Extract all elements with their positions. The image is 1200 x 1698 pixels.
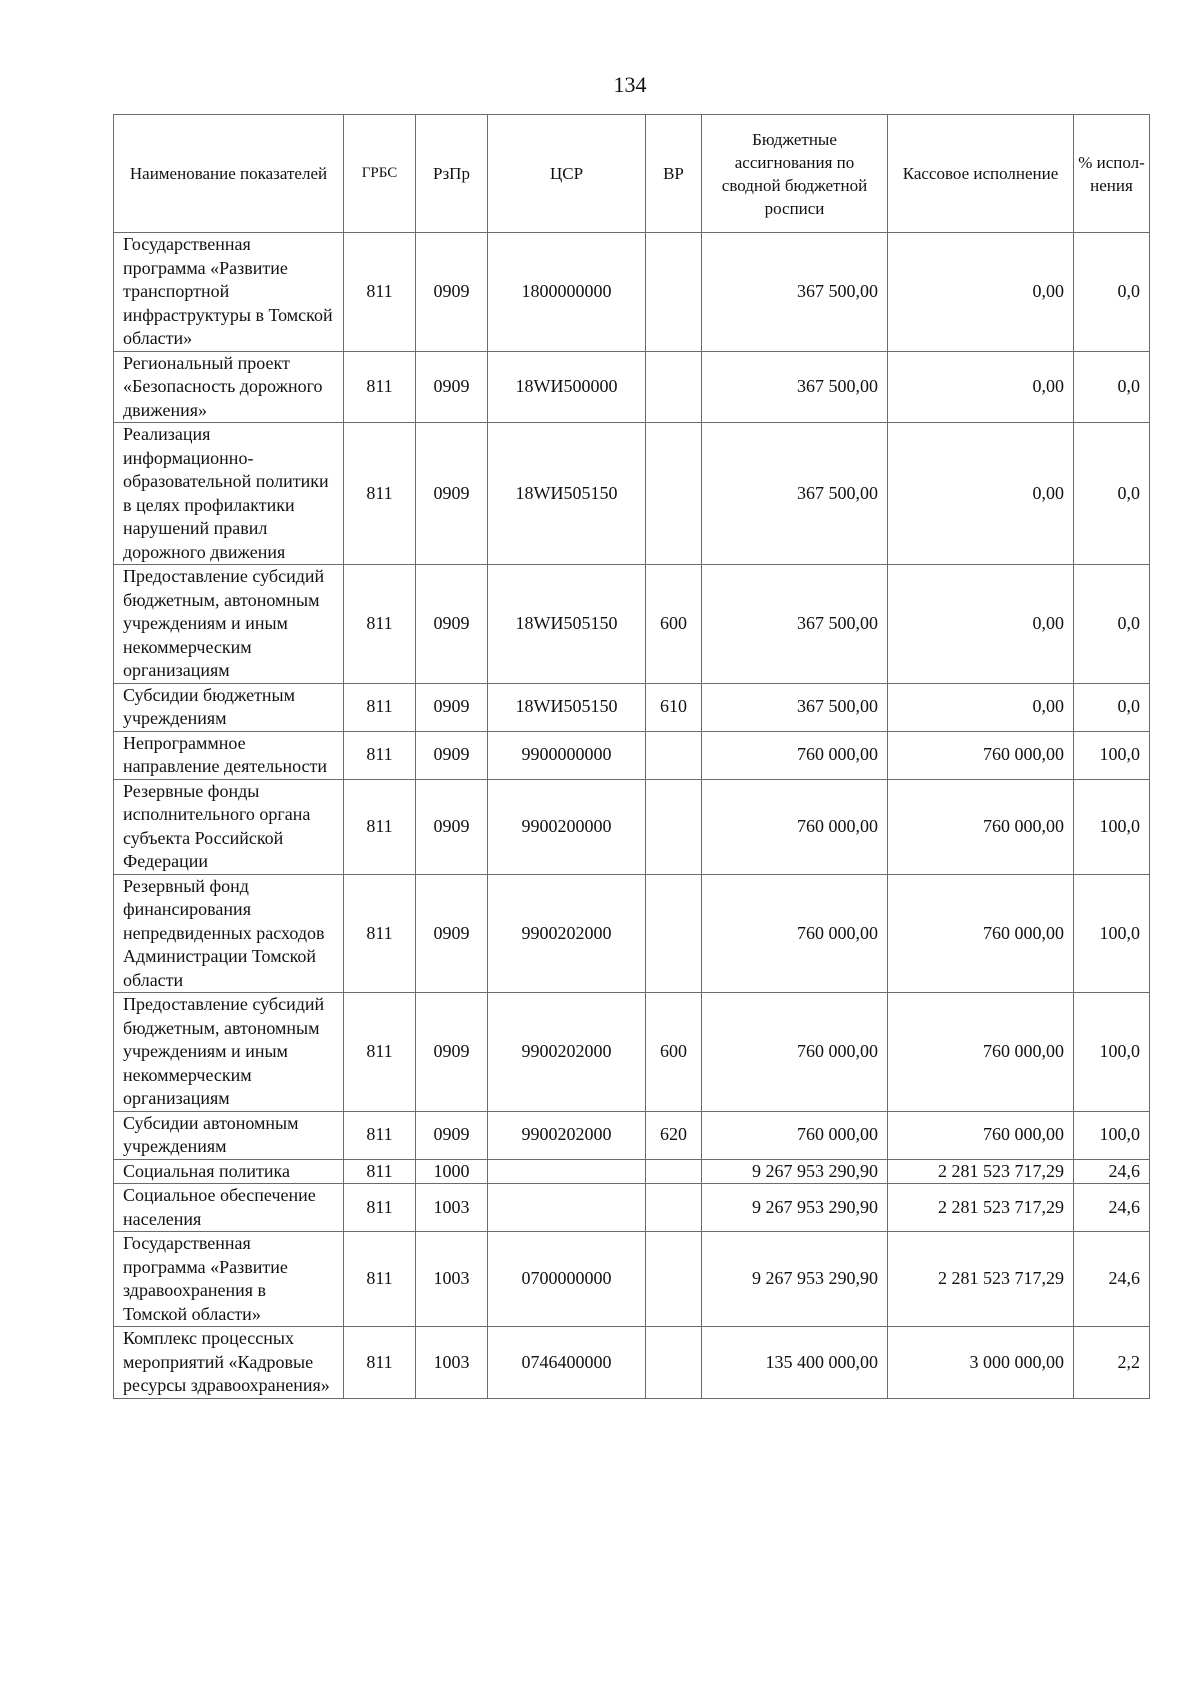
cell-cash: 0,00 — [888, 683, 1074, 731]
cell-name: Комплекс процессных мероприятий «Кадровые ресурсы здравоохранения» — [114, 1327, 344, 1399]
cell-cash: 0,00 — [888, 351, 1074, 423]
cell-name: Предоставление субсидий бюджетным, автономным учреждениям и иным некоммерческим организациям — [114, 993, 344, 1112]
cell-rzpr: 0909 — [416, 351, 488, 423]
cell-pct: 100,0 — [1074, 874, 1150, 993]
cell-vr — [646, 1232, 702, 1327]
cell-vr: 600 — [646, 993, 702, 1112]
table-row — [114, 423, 1150, 565]
cell-csr: 9900202000 — [488, 993, 646, 1112]
cell-vr — [646, 1184, 702, 1232]
table-row — [114, 1184, 1150, 1232]
budget-execution-table — [113, 114, 1150, 1399]
cell-vr — [646, 233, 702, 352]
table-header-row — [114, 115, 1150, 233]
cell-pct: 0,0 — [1074, 565, 1150, 684]
cell-pct: 0,0 — [1074, 423, 1150, 565]
table-row — [114, 1327, 1150, 1399]
cell-cash: 3 000 000,00 — [888, 1327, 1074, 1399]
cell-budget: 367 500,00 — [702, 351, 888, 423]
cell-pct: 0,0 — [1074, 351, 1150, 423]
header-name: Наименование показателей — [114, 115, 344, 233]
cell-pct: 100,0 — [1074, 993, 1150, 1112]
cell-rzpr: 1000 — [416, 1159, 488, 1184]
cell-cash: 2 281 523 717,29 — [888, 1159, 1074, 1184]
table-row — [114, 731, 1150, 779]
cell-grbs: 811 — [344, 1232, 416, 1327]
header-budget: Бюджетные ассигнования по сводной бюджетной росписи — [702, 115, 888, 233]
cell-cash: 0,00 — [888, 565, 1074, 684]
cell-csr: 18WИ505150 — [488, 423, 646, 565]
cell-grbs: 811 — [344, 874, 416, 993]
cell-budget: 760 000,00 — [702, 731, 888, 779]
cell-cash: 760 000,00 — [888, 1111, 1074, 1159]
cell-pct: 24,6 — [1074, 1159, 1150, 1184]
table-row — [114, 993, 1150, 1112]
header-grbs: ГРБС — [344, 115, 416, 233]
cell-cash: 760 000,00 — [888, 731, 1074, 779]
cell-csr: 18WИ505150 — [488, 565, 646, 684]
table-row — [114, 779, 1150, 874]
cell-csr: 0700000000 — [488, 1232, 646, 1327]
cell-name: Социальная политика — [114, 1159, 344, 1184]
cell-rzpr: 0909 — [416, 565, 488, 684]
table-row — [114, 874, 1150, 993]
cell-grbs: 811 — [344, 233, 416, 352]
cell-cash: 0,00 — [888, 233, 1074, 352]
cell-grbs: 811 — [344, 1159, 416, 1184]
cell-pct: 0,0 — [1074, 233, 1150, 352]
cell-vr — [646, 1159, 702, 1184]
header-rzpr: РзПр — [416, 115, 488, 233]
cell-rzpr: 0909 — [416, 731, 488, 779]
table-row — [114, 233, 1150, 352]
cell-vr — [646, 423, 702, 565]
cell-pct: 0,0 — [1074, 683, 1150, 731]
cell-pct: 100,0 — [1074, 779, 1150, 874]
header-cash: Кассовое исполнение — [888, 115, 1074, 233]
cell-pct: 100,0 — [1074, 1111, 1150, 1159]
cell-name: Резервные фонды исполнительного органа субъекта Российской Федерации — [114, 779, 344, 874]
cell-pct: 24,6 — [1074, 1184, 1150, 1232]
cell-budget: 9 267 953 290,90 — [702, 1159, 888, 1184]
header-pct: % испол-нения — [1074, 115, 1150, 233]
cell-pct: 2,2 — [1074, 1327, 1150, 1399]
cell-rzpr: 1003 — [416, 1184, 488, 1232]
header-vr: ВР — [646, 115, 702, 233]
cell-pct: 24,6 — [1074, 1232, 1150, 1327]
cell-csr: 9900000000 — [488, 731, 646, 779]
cell-grbs: 811 — [344, 423, 416, 565]
cell-cash: 2 281 523 717,29 — [888, 1232, 1074, 1327]
cell-grbs: 811 — [344, 351, 416, 423]
cell-grbs: 811 — [344, 1327, 416, 1399]
cell-csr: 18WИ505150 — [488, 683, 646, 731]
cell-name: Реализация информационно-образовательной политики в целях профилактики нарушений правил дорожного движения — [114, 423, 344, 565]
cell-csr: 9900202000 — [488, 874, 646, 993]
cell-vr — [646, 779, 702, 874]
cell-cash: 760 000,00 — [888, 874, 1074, 993]
cell-cash: 0,00 — [888, 423, 1074, 565]
cell-rzpr: 0909 — [416, 993, 488, 1112]
cell-cash: 2 281 523 717,29 — [888, 1184, 1074, 1232]
cell-budget: 367 500,00 — [702, 233, 888, 352]
cell-vr: 620 — [646, 1111, 702, 1159]
cell-rzpr: 1003 — [416, 1327, 488, 1399]
cell-csr: 0746400000 — [488, 1327, 646, 1399]
cell-budget: 367 500,00 — [702, 423, 888, 565]
cell-grbs: 811 — [344, 993, 416, 1112]
cell-budget: 9 267 953 290,90 — [702, 1232, 888, 1327]
cell-rzpr: 0909 — [416, 874, 488, 993]
cell-csr — [488, 1184, 646, 1232]
cell-csr: 1800000000 — [488, 233, 646, 352]
cell-rzpr: 0909 — [416, 779, 488, 874]
cell-budget: 367 500,00 — [702, 683, 888, 731]
table-row — [114, 565, 1150, 684]
cell-vr — [646, 874, 702, 993]
table-row — [114, 1232, 1150, 1327]
table-row — [114, 683, 1150, 731]
cell-vr — [646, 1327, 702, 1399]
cell-rzpr: 0909 — [416, 423, 488, 565]
cell-rzpr: 0909 — [416, 683, 488, 731]
cell-name: Субсидии бюджетным учреждениям — [114, 683, 344, 731]
cell-name: Государственная программа «Развитие транспортной инфраструктуры в Томской области» — [114, 233, 344, 352]
cell-budget: 760 000,00 — [702, 874, 888, 993]
header-csr: ЦСР — [488, 115, 646, 233]
cell-rzpr: 0909 — [416, 1111, 488, 1159]
cell-name: Предоставление субсидий бюджетным, автономным учреждениям и иным некоммерческим организациям — [114, 565, 344, 684]
cell-budget: 367 500,00 — [702, 565, 888, 684]
cell-csr: 9900200000 — [488, 779, 646, 874]
cell-pct: 100,0 — [1074, 731, 1150, 779]
cell-name: Резервный фонд финансирования непредвиденных расходов Администрации Томской области — [114, 874, 344, 993]
table-row — [114, 351, 1150, 423]
cell-grbs: 811 — [344, 1111, 416, 1159]
table-row — [114, 1111, 1150, 1159]
cell-budget: 135 400 000,00 — [702, 1327, 888, 1399]
cell-rzpr: 1003 — [416, 1232, 488, 1327]
cell-grbs: 811 — [344, 731, 416, 779]
cell-csr: 9900202000 — [488, 1111, 646, 1159]
cell-budget: 760 000,00 — [702, 779, 888, 874]
cell-name: Государственная программа «Развитие здравоохранения в Томской области» — [114, 1232, 344, 1327]
cell-budget: 760 000,00 — [702, 1111, 888, 1159]
cell-name: Непрограммное направление деятельности — [114, 731, 344, 779]
cell-grbs: 811 — [344, 779, 416, 874]
page-number: 134 — [613, 72, 647, 97]
table-row — [114, 1159, 1150, 1184]
cell-vr — [646, 351, 702, 423]
cell-budget: 9 267 953 290,90 — [702, 1184, 888, 1232]
cell-grbs: 811 — [344, 1184, 416, 1232]
cell-name: Субсидии автономным учреждениям — [114, 1111, 344, 1159]
cell-vr: 600 — [646, 565, 702, 684]
cell-budget: 760 000,00 — [702, 993, 888, 1112]
cell-cash: 760 000,00 — [888, 993, 1074, 1112]
cell-rzpr: 0909 — [416, 233, 488, 352]
cell-grbs: 811 — [344, 565, 416, 684]
cell-vr: 610 — [646, 683, 702, 731]
cell-csr — [488, 1159, 646, 1184]
cell-vr — [646, 731, 702, 779]
cell-cash: 760 000,00 — [888, 779, 1074, 874]
cell-name: Социальное обеспечение населения — [114, 1184, 344, 1232]
cell-csr: 18WИ500000 — [488, 351, 646, 423]
table-body — [114, 233, 1150, 1399]
cell-name: Региональный проект «Безопасность дорожного движения» — [114, 351, 344, 423]
cell-grbs: 811 — [344, 683, 416, 731]
